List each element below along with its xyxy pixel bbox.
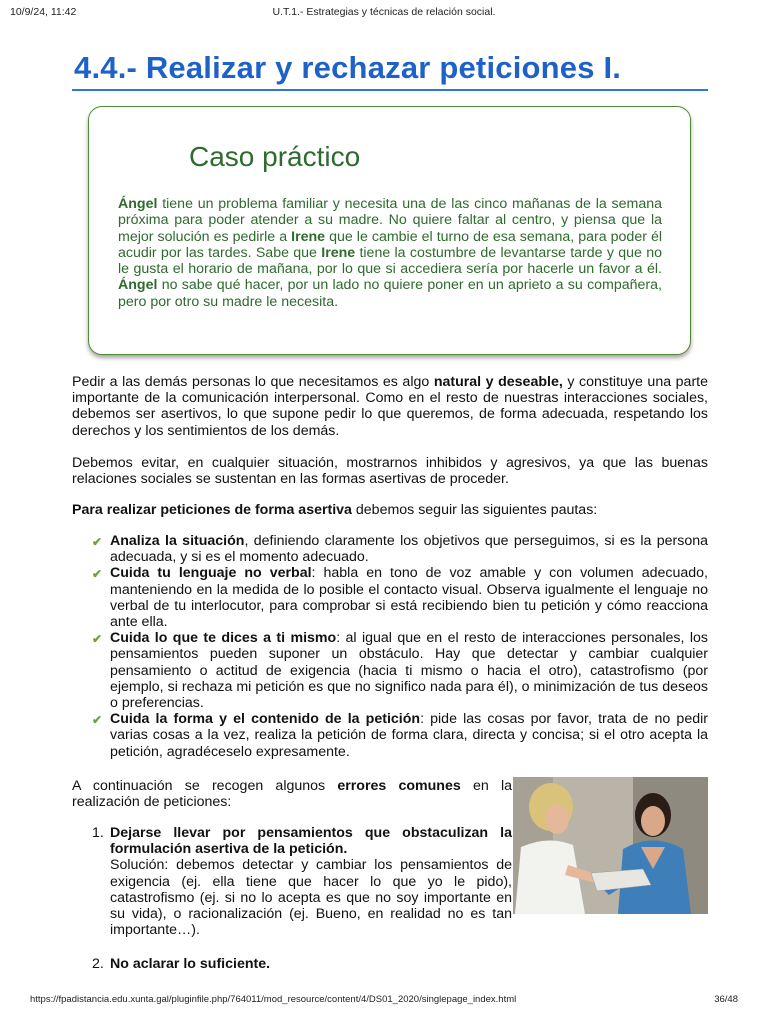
check-icon: ✔ [92,632,103,647]
list-item-text: : pide las cosas por favor, trata de no pedir varias cosas a la vez, realiza la petición de forma clara, directa y concisa; si el otro acepta la petición, agradéceselo expresamente. [110,711,708,760]
intro-paragraph-1 [72,374,708,439]
print-datetime: 10/9/24, 11:42 [10,6,77,18]
case-study-name: Irene [291,228,326,245]
photo-two-nurses [513,777,708,914]
errors-list-1 [92,825,512,938]
list-item-text: : al igual que en el resto de interacciones personales, los pensamientos pueden suponer un obstáculo. Hay que detectar y cambiar cualquier pensamiento o actitud de exigencia (hacia ti mismo o hacia el otro), catastrofismo (por ejemplo, si rechaza mi petición es que no significo nada para él), o minimización de tus deseos o preferencias. [110,630,708,712]
photo-illustration [513,777,708,914]
intro-emphasis: Para realizar peticiones de forma asertiva [72,502,352,518]
list-item-text: Solución: debemos detectar y cambiar los pensamientos de exigencia (ej. ella tiene que hacer lo que yo le pido), catastrofismo (ej. si no lo acepta es que no soy importante en su vida), o racionalización (ej. Bueno, en realidad no es tan importante…). [110,857,512,939]
list-item [92,630,708,711]
check-icon: ✔ [92,713,103,728]
list-item-text: : habla en tono de voz amable y con volumen adecuado, manteniendo en la medida de lo posible el contacto visual. Observa igualmente el lenguaje no verbal de tu interlocutor, para comprobar si está recibiendo bien tu petición y cómo reacciona ante ella. [110,565,708,631]
intro-emphasis: natural y deseable, [433,374,563,390]
list-item [92,533,708,565]
check-icon: ✔ [92,535,103,549]
list-item-title: No aclarar lo suficiente. [110,956,271,972]
list-item-title: Cuida lo que te dices a ti mismo [110,630,337,647]
list-item-title: Cuida tu lenguaje no verbal [110,565,312,582]
errors-intro [72,778,512,810]
list-item [92,711,708,760]
intro-text: debemos seguir las siguientes pautas: [351,502,598,518]
list-item [92,565,708,630]
case-study-text-segment: que le cambie el turno de esa semana, para poder él acudir por las tardes. Sabe que [118,228,663,261]
print-page-number: 36/48 [714,994,738,1005]
intro-text: y constituye una parte importante de la comunicación interpersonal. Como en el resto de nuestras interacciones sociales, debemos ser asertivos, lo que supone pedir lo que queremos, de forma adecuada, respetando los derechos y los sentimientos de los demás. [72,374,708,439]
list-item-title: Cuida la forma y el contenido de la petición [110,711,421,728]
errors-intro-text: A continuación se recogen algunos [72,778,338,794]
errors-intro-emphasis: errores comunes [337,778,461,794]
browser-header [0,6,768,22]
list-item [92,825,512,938]
intro-paragraph-3 [72,502,708,518]
list-item-text: , definiendo claramente los objetivos que perseguimos, si es la persona adecuada, y si es el momento adecuado. [110,533,708,566]
case-study-text-segment: tiene un problema familiar y necesita una de las cinco mañanas de la semana próxima para poder atender a su madre. No quiere faltar al centro, y piensa que la mejor solución es pedirle a [118,196,662,245]
intro-text: Pedir a las demás personas lo que necesitamos es algo [72,374,434,390]
case-study-box [88,106,691,355]
check-icon: ✔ [92,567,103,582]
case-study-name: Ángel [118,277,158,294]
case-study-text-segment: tiene la costumbre de levantarse tarde y que no le gusta el horario de mañana, por lo que si accediera sería por hacerle un favor a él. [118,244,662,278]
case-study-name: Ángel [118,196,158,212]
list-number: 2. [92,956,104,972]
case-study-name: Irene [321,244,356,261]
errors-list-2 [92,956,512,972]
case-study-text [118,196,662,310]
list-number: 1. [92,825,104,841]
section-heading: 4.4.- Realizar y rechazar peticiones I. [74,50,622,85]
case-study-text-segment: no sabe qué hacer, por un lado no quiere poner en un aprieto a su compañera, pero por otro su madre le necesita. [118,277,662,310]
list-item [92,956,512,972]
list-item-title: Analiza la situación [110,533,245,549]
list-item-title: Dejarse llevar por pensamientos que obstaculizan la formulación asertiva de la petición. [110,825,512,858]
heading-rule [72,89,708,91]
intro-paragraph-2: Debemos evitar, en cualquier situación, mostrarnos inhibidos y agresivos, ya que las buenas relaciones sociales se sustentan en las formas asertivas de proceder. [72,455,708,488]
print-url: https://fpadistancia.edu.xunta.gal/pluginfile.php/764011/mod_resource/content/4/DS01_2020/singlepage_index.html [30,994,517,1005]
print-page-title: U.T.1.- Estrategias y técnicas de relación social. [272,6,496,18]
errors-intro-text: en la realización de peticiones: [72,778,512,811]
case-study-title: Caso práctico [189,141,361,172]
guidelines-list [92,533,708,760]
